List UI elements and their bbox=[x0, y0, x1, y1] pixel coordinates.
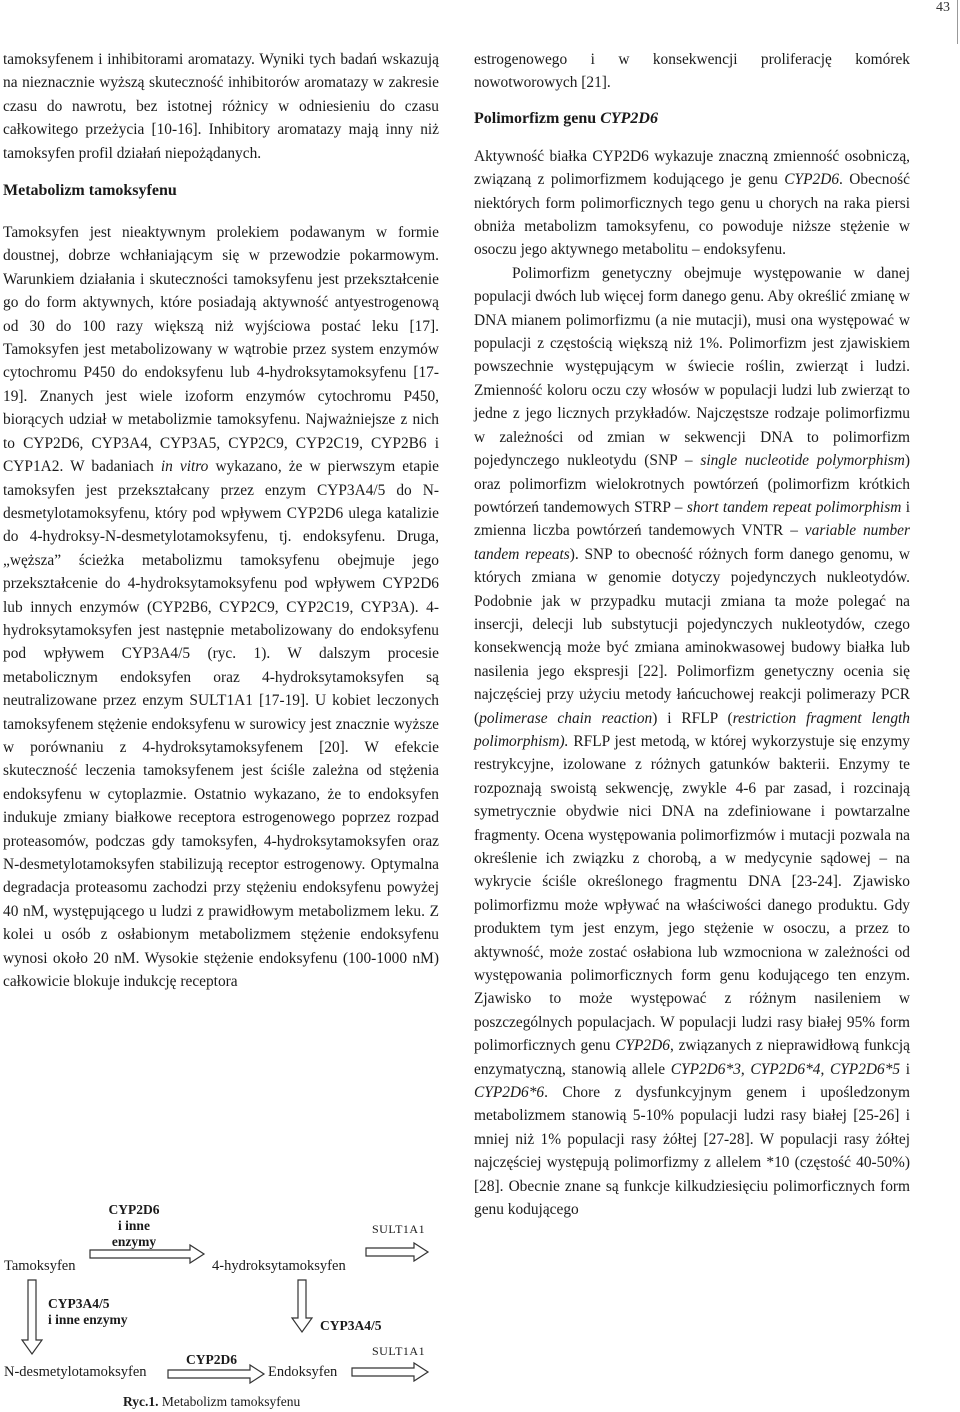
left-paragraph-2: Tamoksyfen jest nieaktywnym prolekiem podawanym w formie doustnej, dobrze wchłaniającym się w przewodzie pokarmowym. Warunkiem działania i skuteczności tamoksyfenu jest przekształcenie go do form aktywnych, które posiadają aktywność antyestrogenową od 30 do 100 razy większą niż wyjściowa postać leku [17]. Tamoksyfen jest metabolizowany w wątrobie przez system enzymów cytochromu P450 do endoksyfenu lub 4-hydroksytamoksyfenu [17-19]. Znanych jest wiele izoform enzymów cytochromu P450, biorących udział w metabolizmie tamoksyfenu. Najważniejsze z nich to CYP2D6, CYP3A4, CYP3A5, CYP2C9, CYP2C19, CYP2B6 i CYP1A2. W badaniach in vitro wykazano, że w pierwszym etapie tamoksyfen jest przekształcany przez enzym CYP3A4/5 do N-desmetylotamoksyfenu, który pod wpływem CYP2D6 ulega katalizie do 4-hydroksy-N-desmetylotamoksyfenu, tj. endoksyfenu. Druga, „węższa” ścieżka metabolizmu tamoksyfenu obejmuje jego przekształcenie do 4-hydroksytamoksyfenu pod wpływem CYP2D6 lub innych enzymów (CYP2B6, CYP2C9, CYP2C19, CYP3A). 4-hydroksytamoksyfen jest następnie metabolizowany do endoksyfenu pod wpływem CYP3A4/5 (ryc. 1). W dalszym procesie metabolicznym endoksyfen oraz 4-hydroksytamoksyfen są neutralizowane przez enzym SULT1A1 [17-19]. U kobiet leczonych tamoksyfenem stężenie endoksyfenu w surowicy jest znacznie wyższe w porównaniu z 4-hydroksytamoksyfenem [20]. W efekcie skuteczność leczenia tamoksyfenem jest ściśle zależna od stężenia endoksyfenu w cytoplazmie. Ostatnio wykazano, że to endoksyfen indukuje zmiany białkowe receptora estrogenowego poprzez rozpad proteasomów, podczas gdy tamoksyfen, 4-hydroksytamoksyfen oraz N-desmetylotamoksyfen stabilizują receptor estrogenowy. Optymalna degradacja proteasomu zachodzi przy stężeniu endoksyfenu powyżej 40 nM, występującego u ludzi z prawidłowym metabolizmem leku. Z kolei u osób z osłabionym metabolizmem stężenie endoksyfenu wynosi około 20 nM. Wysokie stężenie endoksyfenu (100-1000 nM) całkowicie blokuje indukcję receptora bbox=[3, 224, 439, 991]
enzyme-label-left: CYP3A4/5 i inne enzymy bbox=[48, 1296, 128, 1327]
left-column bbox=[3, 48, 439, 993]
node-4-hydroksytamoksyfen: 4-hydroksytamoksyfen bbox=[212, 1258, 346, 1274]
page-rule bbox=[957, 0, 958, 44]
node-endoksyfen: Endoksyfen bbox=[268, 1364, 338, 1380]
arrow-endoksyfen-sult bbox=[352, 1363, 428, 1381]
enzyme-label-bottom: CYP2D6 bbox=[186, 1352, 237, 1367]
node-tamoksyfen: Tamoksyfen bbox=[4, 1258, 76, 1274]
section-heading-metabolism: Metabolizm tamoksyfenu bbox=[3, 182, 177, 200]
right-paragraph-3: Polimorfizm genetyczny obejmuje występowanie w danej populacji dwóch lub więcej form danego genu. Aby określić zmianę w DNA mianem polimorfizmu (a nie mutacji), musi ona występować w populacji z częstością większą niż 1%. Polimorfizm jest zjawiskiem powszechnie występującym w świecie roślin, zwierząt i ludzi. Zmienność koloru oczu czy włosów w populacji ludzi lub zwierząt to jedne z jego licznych przykładów. Najczęstsze rodzaje polimorfizmu w zależności od zmian w sekwencji DNA to polimorfizm pojedynczego nukleotydu (SNP – single nucleotide polymorphism) oraz polimorfizm wielokrotnych powtórzeń (polimorfizm krótkich powtórzeń tandemowych STRP – short tandem repeat polimorphism i zmienna liczba powtórzeń tandemowych VNTR – variable number tandem repeats). SNP to obecność różnych form danego genomu, w których zmiana w genomie dotyczy pojedynczych nukleotydów. Podobnie jak w przypadku mutacji zmiana ta może polegać na insercji, delecji lub substytucji pojedynczych nukleotydów, czego konsekwencją może być zmiana aminokwasowej budowy białka lub nasilenia jego ekspresji [22]. Polimorfizm genetyczny ocenia się najczęściej przy użyciu metody łańcuchowej reakcji polimerazy PCR (polimerase chain reaction) i RFLP (restriction fragment length polimorphism). RFLP jest metodą, w której wykorzystuje się enzymy restrykcyjne, izolowane z różnych gatunków bakterii. Enzymy te rozpoznają swoistą sekwencję, zwykle 4-6 par zasad, i rozcinają symetrycznie obydwie nici DNA na zdefiniowane i powtarzalne fragmenty. Ocena występowania polimorfizmów i mutacji pozwala na określenie ich związku z chorobą, a w medycynie sądowej – na wykrycie ściśle określonego fragmentu DNA [23-24]. Zjawisko polimorfizmu może wpływać na właściwości danego produktu. Gdy produktem tym jest enzym, jego stężenie w osoczu, a przez to aktywność, może zostać osłabiona lub wzmocniona w zależności od występowania polimorficznych form genu kodującego ten enzym. Zjawisko to może występować z różnym nasileniem w poszczególnych populacjach. W populacji ludzi rasy białej 95% form polimorficznych genu CYP2D6, związanych z nieprawidłową funkcją enzymatyczną, stanowią allele CYP2D6*3, CYP2D6*4, CYP2D6*5 i CYP2D6*6. Chore z dysfunkcyjnym genem i upośledzonym metabolizmem stanowią 5-10% populacji ludzi rasy białej [25-26] i mniej niż 1% populacji rasy żółtej [27-28]. W populacji rasy żółtej najczęściej występują polimorfizmy z allelem *10 (częstość 40-50%) [28]. Obecnie znane są funkcje kilkudziesięciu polimorficznych form genu kodującego bbox=[474, 264, 911, 1219]
right-paragraph-1: estrogenowego i w konsekwencji proliferację komórek nowotworowych [21]. bbox=[474, 51, 910, 92]
right-column bbox=[474, 48, 910, 1222]
arrow-tamoksyfen-to-desmethyl bbox=[22, 1280, 42, 1354]
arrow-hydroxy-to-endoksyfen bbox=[292, 1280, 312, 1332]
left-paragraph-1: tamoksyfenem i inhibitorami aromatazy. Wyniki tych badań wskazują na nieznacznie wyższą skuteczność inhibitorów aromatazy w zakresie czasu do nawrotu, bez istotnej różnicy w odniesieniu do czasu całkowitego przeżycia [10-16]. Inhibitory aromatazy mają inny niż tamoksyfen profil działań niepożądanych. bbox=[3, 51, 439, 162]
figure-caption: Ryc.1. Metabolizm tamoksyfenu bbox=[123, 1394, 301, 1409]
right-paragraph-2: Aktywność białka CYP2D6 wykazuje znaczną zmienność osobniczą, związaną z polimorfizmem kodującego je genu CYP2D6. Obecność niektórych form polimorficznych tego genu u chorych na raka piersi obniża metabolizm tamoksyfenu, co powoduje niższe stężenie w osoczu jego aktywnego metabolitu – endoksyfenu. bbox=[474, 147, 910, 259]
node-n-desmetylotamoksyfen: N-desmetylotamoksyfen bbox=[4, 1364, 147, 1380]
metabolism-diagram bbox=[0, 1190, 440, 1412]
enzyme-label-right: CYP3A4/5 bbox=[320, 1318, 382, 1333]
section-heading-polymorphism: Polimorfizm genu CYP2D6 bbox=[474, 109, 658, 127]
page-number: 43 bbox=[936, 0, 950, 15]
enzyme-sult-top: SULT1A1 bbox=[372, 1222, 426, 1236]
enzyme-sult-bottom: SULT1A1 bbox=[372, 1344, 426, 1358]
arrow-hydroxy-sult bbox=[366, 1243, 428, 1261]
enzyme-label-top: CYP2D6 i inne enzymy bbox=[108, 1202, 160, 1249]
